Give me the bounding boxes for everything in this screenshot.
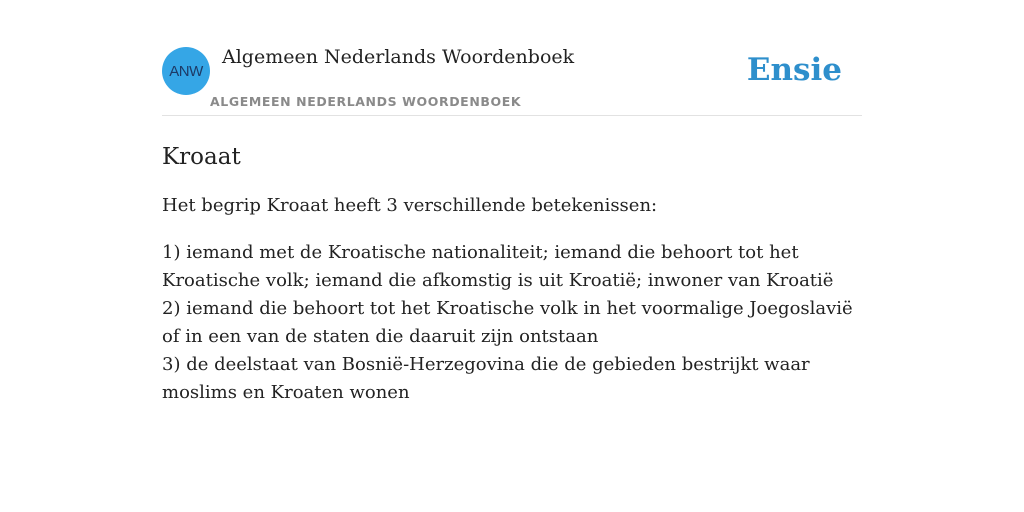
definition-item-3: 3) de deelstaat van Bosnië-Herzegovina die de gebieden bestrijkt waar moslims en Kroaten wonen xyxy=(162,354,810,403)
header xyxy=(162,0,862,116)
source-logo[interactable] xyxy=(162,47,210,95)
definition-list xyxy=(162,239,862,407)
entry-intro: Het begrip Kroaat heeft 3 verschillende betekenissen: xyxy=(162,195,658,216)
content-container xyxy=(162,0,862,407)
entry-term: Kroaat xyxy=(162,144,241,170)
definition-item-1: 1) iemand met de Kroatische nationaliteit; iemand die behoort tot het Kroatische volk; iemand die afkomstig is uit Kroatië; inwoner van Kroatië xyxy=(162,242,834,291)
definition-item-2: 2) iemand die behoort tot het Kroatische volk in het voormalige Joegoslavië of in een van de staten die daaruit zijn ontstaan xyxy=(162,298,853,347)
source-subtitle: ALGEMEEN NEDERLANDS WOORDENBOEK xyxy=(210,94,522,109)
brand-logo-link[interactable]: Ensie xyxy=(746,52,842,88)
source-title[interactable]: Algemeen Nederlands Woordenboek xyxy=(222,46,575,68)
logo-text: ANW xyxy=(169,62,203,80)
